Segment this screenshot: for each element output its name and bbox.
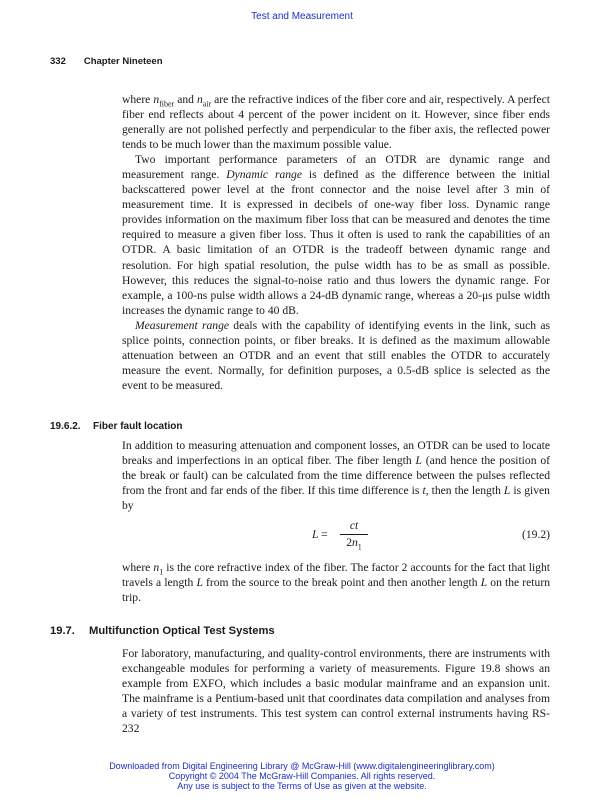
footer-download-link[interactable]: Downloaded from Digital Engineering Library @ McGraw-Hill (www.digitalengineeringlibrary.com)	[109, 761, 495, 771]
paragraph-measurement-range: Measurement range deals with the capability of identifying events in the link, such as splice points, connection points, or fiber breaks. It is defined as the maximum allowable attenuation between an OTDR and an event that still enables the OTDR to accurately measure the event. Normally, for definition purposes, a 0.5-dB splice is selected as the event to be measured.	[122, 318, 550, 392]
paragraph-equation-explanation: where $n_1$ is the core refractive index of the fiber. The factor 2 accounts for the fact that light travels a length L from the source to the break point and then another length L on the return trip.	[122, 561, 550, 605]
paragraph-reflection: where $n_{fiber}$ and $n_{air}$ are the refractive indices of the fiber core and air, respectively. A perfect fiber end reflects about 4 percent of the power incident on it. However, since fiber ends generally are not polished perfectly and perpendicular to the fiber axis, the reflected power tends to be much lower than the maximum possible value.	[122, 93, 550, 152]
header-banner[interactable]: Test and Measurement	[251, 11, 353, 22]
paragraph-multifunction: For laboratory, manufacturing, and quality-control environments, there are instruments with exchangeable modules for performing a variety of measurements. Figure 19.8 shows an example from EXFO, which includes a basic modular mainframe and an expansion unit. The mainframe is a Pentium-based unit that coordinates data compilation and analyses from a variety of test instruments. This test system can control external instruments having RS-232	[122, 647, 550, 736]
section-heading-fiber-fault-location	[50, 421, 182, 432]
section-title: Fiber fault location	[93, 421, 183, 432]
equation-lhs: L =	[312, 528, 328, 541]
equation-numerator: ct	[340, 519, 368, 535]
equation-number: (19.2)	[521, 528, 550, 541]
page-number: 332	[50, 56, 66, 67]
text-block-fault-location	[122, 438, 550, 513]
footer-terms[interactable]: Any use is subject to the Terms of Use as given at the website.	[177, 781, 427, 791]
paragraph-fault-location: In addition to measuring attenuation and component losses, an OTDR can be used to locate breaks and imperfections in an optical fiber. The fiber length L (and hence the position of the break or fault) can be calculated from the time difference between the pulses reflected from the front and far ends of the fiber. If this time difference is t, then the length L is given by	[122, 439, 551, 513]
equation-19-2	[122, 518, 550, 552]
footer-copyright[interactable]: Copyright © 2004 The McGraw-Hill Companies. All rights reserved.	[168, 771, 436, 781]
running-head	[50, 56, 163, 67]
text-block-equation-explanation	[122, 560, 550, 605]
equation-denominator: $2n_1$	[346, 536, 362, 552]
section-title: Multifunction Optical Test Systems	[89, 625, 275, 637]
chapter-title: Chapter Nineteen	[83, 56, 163, 67]
section-number: 19.7.	[50, 625, 75, 637]
footer-notice[interactable]	[0, 761, 604, 791]
text-block-multifunction	[122, 646, 550, 736]
text-block-otdr-parameters	[122, 92, 550, 393]
paragraph-dynamic-range: Two important performance parameters of an OTDR are dynamic range and measurement range. Dynamic range is defined as the difference between the initial backscattered power level at the front connector and the noise level after 3 min of measurement time. It is expressed in decibels of one-way fiber loss. Dynamic range provides information on the maximum fiber loss that can be measured and denotes the time required to measure a given fiber loss. Thus it often is used to rank the capabilities of an OTDR. A basic limitation of an OTDR is the tradeoff between dynamic range and resolution. For high spatial resolution, the pulse width has to be as small as possible. However, this reduces the signal-to-noise ratio and thus lowers the dynamic range. For example, a 100-ns pulse width allows a 24-dB dynamic range, whereas a 20-μs pulse width increases the dynamic range to 40 dB.	[122, 153, 550, 317]
section-heading-multifunction-systems	[50, 625, 275, 637]
equation-fraction	[340, 519, 368, 550]
section-number: 19.6.2.	[50, 421, 81, 432]
